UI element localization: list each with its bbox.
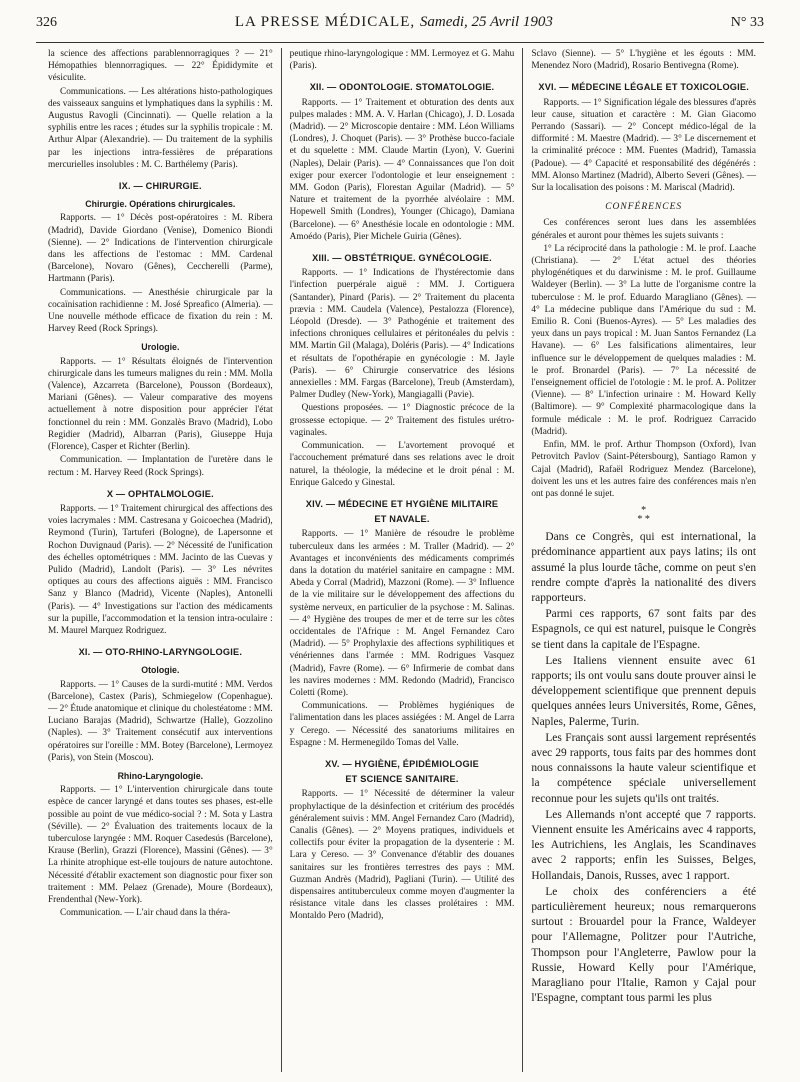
column-2: [281, 48, 523, 1072]
page-header: [36, 14, 764, 43]
section-heading: XI. — OTO-RHINO-LARYNGOLOGIE.: [78, 647, 243, 658]
paragraph: Enfin, MM. le prof. Arthur Thompson (Oxford), Ivan Petrovitch Pavlov (Saint-Pétersbourg), Santiago Ramon y Cajal (Madrid), Rafaël Rodriguez Mendez (Barcelone), doivent les uns et les autres faire des conférences mais n'en ont pas donné le sujet.: [531, 440, 757, 499]
section-heading: XVI. — MÉDECINE LÉGALE ET TOXICOLOGIE.: [538, 82, 749, 93]
paragraph: Rapports. — 1° Manière de résoudre le problème tuberculeux dans les armées : M. Traller (Madrid). — 2° Avantages et inconvénients des médicaments comprimés dans la dotation du matériel sanitaire en campagne : MM. Abeda y Corral (Madrid), Mazzoni (Rome). — 3° Influence de la vie militaire sur le développement des affections du système nerveux, en particulier de la psychose : M. Salinas. — 4° Hygiène des troupes de mer et de terre sur les côtes occidentales de l'Afrique : M. Angel Fernandez Caro (Madrid). — 5° Prophylaxie des affections syphilitiques et vénériennes dans l'armée : MM. Rodrigues Vasquez (Madrid), Favre (Rome). — 6° Infirmerie de combat dans les navires modernes : MM. Redondo (Madrid), Francisco Coletti (Rome).: [289, 529, 515, 698]
paragraph: Communication. — L'air chaud dans la théra-: [60, 908, 231, 919]
journal-line: [235, 14, 553, 31]
column-3: [522, 48, 764, 1072]
asterism-divider: [531, 506, 756, 524]
paragraph: Rapports. — 1° Résultats éloignés de l'intervention chirurgicale dans les tumeurs malignes du rein : MM. Molla (Valence), Azcarreta (Barcelone), Pousson (Bordeaux), Mariani (Gênes). — Valeur comparative des moyens actuellement à notre disposition pour apprécier l'état fonctionnel du rein : MM. Gonzalès Bravo (Madrid), Lobo Regidier (Madrid), Albarran (Paris), Giuseppe Huja (Florence), Casper et Richter (Berlin).: [48, 356, 273, 453]
paragraph: Questions proposées. — 1° Diagnostic précoce de la grossesse ectopique. — 2° Traitement des fistules urétro-vaginales.: [289, 403, 515, 438]
subsection-heading: Urologie.: [141, 342, 180, 353]
paragraph: Les Allemands n'ont accepté que 7 rapports. Viennent ensuite les Américains avec 4 rapports, les Autrichiens, les Anglais, les Scandinaves avec 2 rapports; enfin les Suisses, Belges, Hollandais, Danois, Russes, avec 1 rapport.: [531, 808, 757, 882]
section-heading: XV. — HYGIÈNE, ÉPIDÉMIOLOGIE: [325, 758, 479, 769]
paragraph: Rapports. — 1° Nécessité de déterminer la valeur prophylactique de la désinfection et critérium des procédés généralement suivis : MM. Angel Fernandez Caro (Madrid), Canalis (Gênes). — 2° Moyens pratiques, individuels et collectifs pour éviter la propagation de la dysenterie : M. Lara y Cereso. — 3° Convenance d'établir des douanes sanitaires sur les frontières terrestres des pays : MM. Guzman Andrès (Madrid), Pagliani (Turin). — Utilité des dispensaires antituberculeux comme moyen d'augmenter la résistance vitale dans les classes prolétaires : MM. Montaldo Pero (Madrid),: [289, 789, 515, 922]
paragraph: Rapports. — 1° L'intervention chirurgicale dans toute espèce de cancer laryngé et dans toutes ses phases, est-elle possible au point de vue médico-social ? : M. Sota y Lastra (Séville). — 2° Évaluation des traitements locaux de la tuberculose laryngée : MM. Roquer Casedesús (Barcelone), Krause (Berlin), Grazzi (Florence), Massini (Gênes). — 3° La rhinite atrophique est-elle toujours de nature autochtone. Nécessité d'établir exactement son diagnostic pour fixer son traitement : MM. Pelaez (Grenade), Moure (Bordeaux), Frendenthal (New-York).: [48, 785, 273, 905]
paragraph: Rapports. — 1° Indications de l'hystérectomie dans l'infection puerpérale aiguë : MM. J. Cortiguera (Santander), Pinard (Paris). — 2° Traitement du placenta prævia : MM. Caudela (Valence), Pestalozza (Florence), Léopold (Dresde). — 3° Pathogénie et traitement des infections chroniques cellulaires et péritonéales du pelvis : MM. Martin Gil (Malaga), Doléris (Paris). — 4° Indications et résultats de l'opothérapie en gynécologie : M. Jayle (Paris). — 6° Chirurgie conservatrice des lésions annexielles : MM. Fargas (Barcelone), Treub (Amsterdam), Palmer Dudley (New-York), Mangiagalli (Pavie).: [289, 268, 515, 401]
issue-date: Samedi, 25 Avril 1903: [419, 14, 553, 30]
paragraph: Communications. — Les altérations histo-pathologiques des vaisseaux sanguins et lymphatiques dans la syphilis : M. Augustus Ravogli (Cincinnati). — Quelle relation a la syphilis entre les races ; études sur la syphilis tropicale : M. Arthur Alpar (Alexandrie). — Du traitement de la syphilis par les injections intra-fessières de préparations mercurielles insolubles : M. C. Barthélemy (Paris).: [48, 86, 273, 170]
subsection-heading: Rhino-Laryngologie.: [117, 770, 204, 781]
conferences-heading: CONFÉRENCES: [605, 202, 683, 213]
paragraph: Communication. — Implantation de l'uretère dans le rectum : M. Harvey Reed (Rock Springs).: [48, 455, 273, 478]
paragraph: la science des affections parablennorragiques ? — 21° Hémopathies blennorragiques. — 22° Épididymite et vésiculite.: [48, 49, 273, 84]
paragraph: Rapports. — 1° Causes de la surdi-mutité : MM. Verdos (Barcelone), Castex (Paris), Schmiegelow (Copenhague). — 2° Étude anatomique et clinique du cholestéatome : MM. Luciano Barajas (Madrid), Schwartze (Halle), Gozzolino (Naples). — 3° Traitement consécutif aux interventions opératoires sur l'oreille : MM. Botey (Barcelone), Lermoyez (Paris), von Stein (Moscou).: [48, 679, 273, 763]
paragraph: 1° La réciprocité dans la pathologie : M. le prof. Laache (Christiana). — 2° L'état actuel des théories phylogénétiques et du darwinisme : M. le prof. Guillaume Waldeyer (Berlin). — 3° La lutte de l'organisme contre la tuberculose : M. le prof. Eduardo Maragliano (Gênes). — 4° La médecine publique dans l'Amérique du sud : M. Emilio R. Coni (Buenos-Ayres). — 5° Les maladies des yeux dans un pays tropical : M. Juan Santos Fernandez (La Havane). — 6° Les falsifications alimentaires, leur influence sur le développement de quelques maladies : M. le prof. Bronardel (Paris). — 7° La nécessité de l'enseignement officiel de l'otologie : M. le prof. A. Politzer (Vienne). — 8° L'infection urinaire : M. Howard Kelly (Baltimore). — 9° Complexité pharmacologique dans la formule médicale : M. le prof. Rodriguez Carracido (Madrid).: [531, 243, 757, 437]
section-heading: XIV. — MÉDECINE ET HYGIÈNE MILITAIRE: [305, 498, 499, 509]
section-heading: XIII. — OBSTÉTRIQUE. GYNÉCOLOGIE.: [312, 253, 492, 264]
section-heading: IX. — CHIRURGIE.: [118, 181, 202, 192]
commentary-block: [531, 530, 756, 1006]
journal-title: LA PRESSE MÉDICALE,: [234, 14, 416, 30]
paragraph: Les Italiens viennent ensuite avec 61 rapports; ils ont voulu sans doute prouver ainsi le développement scientifique que prennent depuis quelques années leurs Universités, Rome, Gênes, Naples, Palerme, Turin.: [531, 654, 757, 728]
paragraph: Rapports. — 1° Décès post-opératoires : M. Ribera (Madrid), Davide Giordano (Venise), Domenico Biondi (Sienne). — 2° Indications de l'intervention chirurgicale dans les affections de l'estomac : MM. Cardenal (Barcelone), Novaro (Gênes), Ceccherelli (Parme), Hartmann (Paris).: [48, 213, 273, 285]
section-heading-line-2: ET NAVALE.: [374, 514, 430, 525]
paragraph: Sclavo (Sienne). — 5° L'hygiène et les égouts : MM. Menendez Noro (Madrid), Rosario Bentivegna (Rome).: [531, 49, 757, 72]
paragraph: Communication. — L'avortement provoqué et l'accouchement prématuré dans ses relations avec le droit naturel, la théologie, la médecine et le droit pénal : M. Enrique Galcedo y Ginestal.: [289, 441, 515, 488]
paragraph: peutique rhino-laryngologique : MM. Lermoyez et G. Mahu (Paris).: [289, 49, 515, 72]
paragraph: Dans ce Congrès, qui est international, la prédominance appartient aux pays latins; ils ont assumé la plus lourde tâche, comme on peut s'en rendre compte d'après la nationalité des divers rapporteurs.: [531, 531, 757, 604]
section-heading: X — OPHTALMOLOGIE.: [106, 488, 214, 499]
page-number: 326: [36, 15, 57, 30]
paragraph: Rapports. — 1° Signification légale des blessures d'après leur cause, situation et caractère : M. Gian Giacomo Perrando (Sassari). — 2° Concept médico-légal de la difformité : M. Maestre (Madrid). — 3° Le discernement et la criminalité précoce : MM. Fuentes (Madrid), Tamassia (Padoue). — 4° Capacité et responsabilité des dégénérés : MM. Alonso Martinez (Madrid), Alberto Severi (Gênes). — Sur la localisation des poisons : M. Mariscal (Madrid).: [531, 97, 757, 194]
asterism-top: *: [641, 505, 647, 517]
paragraph: Rapports. — 1° Traitement et obturation des dents aux pulpes malades : MM. A. V. Harlan (Chicago), J. D. Losada (Madrid). — 2° Microscopie dentaire : MM. Léon Williams (Londres), J. Choquet (Paris). — 3° Prothèse bucco-faciale et du squelette : MM. Claude Martin (Lyon), V. Guerini (Naples), Delair (Paris). — 4° Connaissances que l'on doit exiger pour exercer l'odontologie et leur enseignement : MM. Godon (Paris), Florestan Aguilar (Madrid). — 5° Nature et traitement de la pyorrhée alvéolaire : MM. Hopewell Smith (Londres), Younger (Chicago), Damiana (Barcelone). — 6° Anesthésie locale en odontologie : MM. Amoédo (Paris), Pier Michele Guiria (Gênes).: [289, 97, 515, 242]
paragraph: Les Français sont aussi largement représentés avec 29 rapports, tous faits par des hommes dont nous connaissons la haute valeur scientifique et la compétence spéciale universellement reconnue pour les sujets qu'ils ont traités.: [531, 731, 757, 805]
column-1: [40, 48, 281, 1072]
section-heading: XII. — ODONTOLOGIE. STOMATOLOGIE.: [309, 82, 495, 93]
subsection-heading: Otologie.: [141, 665, 180, 676]
paragraph: Rapports. — 1° Traitement chirurgical des affections des voies lacrymales : MM. Castresana y Goicoechea (Madrid), Reymond (Turin), Tartuferi (Bologne), de Lapersonne et Rochon Duvignaud (Paris). — 2° Nécessité de l'unification des échelles optométriques : MM. Jacinto de las Cuevas y Pulido (Madrid), Landolt (Paris). — 3° Les névrites optiques au cours des affections aiguës : MM. Francisco Sanz y Blanco (Madrid), Vicente (Naples), Antonelli (Paris). — 4° Investigations sur l'action des médicaments sur la pupille, l'accommodation et la tension intra-oculaire : M. Maurel Marquez Rodriguez.: [48, 503, 273, 636]
paragraph: Parmi ces rapports, 67 sont faits par des Espagnols, ce qui est naturel, puisque le Congrès se tient dans la capitale de l'Espagne.: [531, 608, 757, 651]
issue-number: N° 33: [730, 15, 764, 30]
paragraph: Le choix des conférenciers a été particulièrement heureux; nous remarquerons surtout : Brouardel pour la France, Waldeyer pour l'Allemagne, Politzer pour l'Autriche, Thompson pour l'Angleterre, Pawlow pour la Russie, Howard Kelly pour l'Amérique, Maragliano pour l'Italie, Ramon y Cajal pour l'Espagne, comptant tous parmi les plus: [531, 885, 757, 1005]
paragraph: Ces conférences seront lues dans les assemblées générales et auront pour thèmes les sujets suivants :: [531, 218, 757, 241]
article-columns: [40, 48, 764, 1072]
subsection-heading: Chirurgie. Opérations chirurgicales.: [85, 199, 236, 210]
section-heading-line-2: ET SCIENCE SANITAIRE.: [345, 774, 459, 785]
asterism-bottom: * *: [637, 514, 650, 526]
paragraph: Communications. — Anesthésie chirurgicale par la cocaïnisation rachidienne : M. José Spreafico (Almeria). — Une nouvelle méthode efficace de fixation du rein : M. Harvey Reed (Rock Springs).: [48, 287, 273, 335]
paragraph: Communications. — Problèmes hygiéniques de l'alimentation dans les places assiégées : M. Angel de Larra y Cerego. — Nécessité des sanatoriums militaires en Espagne : M. Hermenegildo Tomas del Valle.: [289, 701, 515, 748]
